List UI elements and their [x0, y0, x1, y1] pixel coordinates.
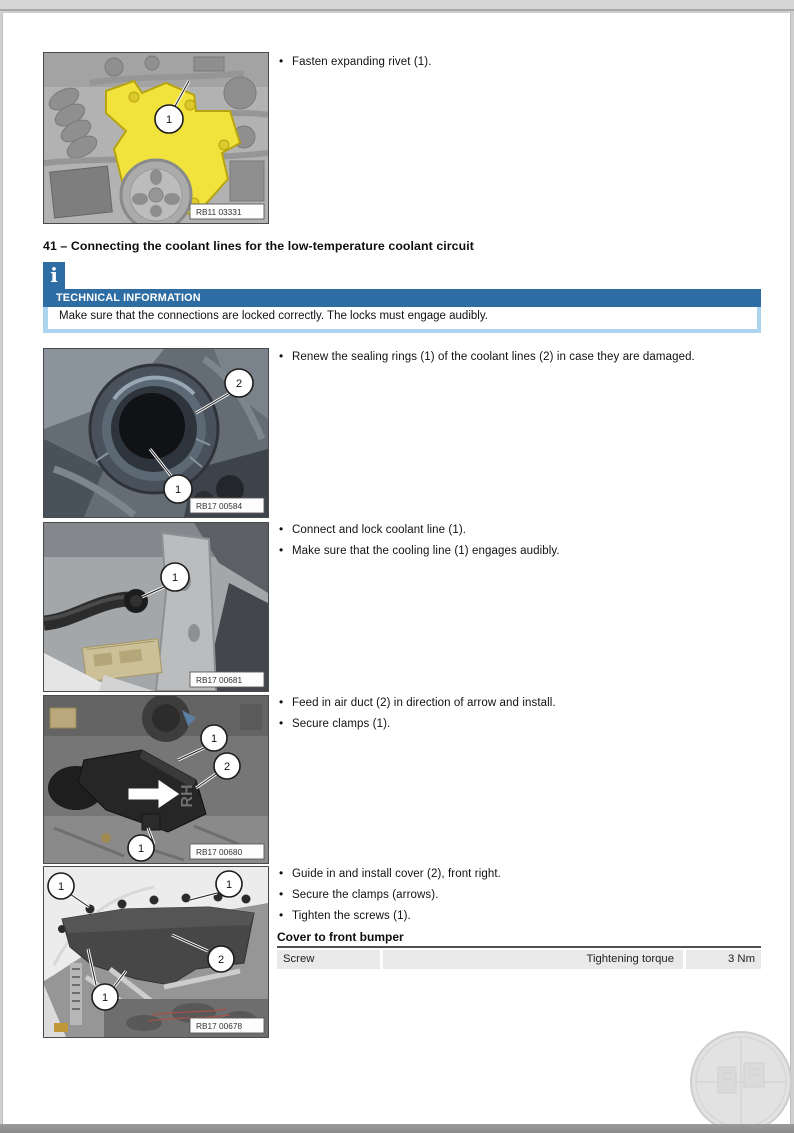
- instruction-bullet: • Guide in and install cover (2), front right.: [277, 868, 763, 881]
- svg-text:1: 1: [57, 881, 65, 893]
- svg-text:RB17 00680: RB17 00680: [196, 847, 243, 857]
- instruction-bullet: • Tighten the screws (1).: [277, 910, 763, 923]
- instruction-bullet: • Fasten expanding rivet (1).: [277, 56, 763, 69]
- svg-text:1: 1: [101, 992, 109, 1004]
- svg-text:RB17 00681: RB17 00681: [196, 675, 243, 685]
- callout-2: [225, 369, 253, 397]
- instruction-bullet: • Make sure that the cooling line (1) engages audibly.: [277, 545, 763, 558]
- callout-1: [155, 105, 183, 133]
- callout-1: [161, 563, 189, 591]
- svg-text:RB11 03331: RB11 03331: [196, 207, 242, 217]
- watermark-logo-icon: [688, 1029, 794, 1133]
- figure-photo: [44, 523, 268, 691]
- svg-text:2: 2: [235, 378, 243, 390]
- callout-2: [214, 753, 240, 779]
- table-row: [277, 950, 761, 969]
- instruction-bullet: • Connect and lock coolant line (1).: [277, 524, 763, 537]
- figure-caption: [190, 1018, 264, 1033]
- svg-text:1: 1: [165, 114, 173, 126]
- figure-air-duct: [43, 695, 269, 864]
- figure-photo: [44, 53, 268, 223]
- figure-caption: [190, 498, 264, 513]
- torque-table: [277, 946, 761, 969]
- instruction-bullet: • Secure clamps (1).: [277, 718, 763, 731]
- viewer-bottom-bar: [0, 1124, 794, 1133]
- torque-table-title: Cover to front bumper: [277, 930, 404, 944]
- document-page: [2, 13, 791, 1125]
- table-cell-value: 3 Nm: [686, 950, 761, 969]
- figure-photo: [44, 867, 268, 1037]
- technical-information-header: TECHNICAL INFORMATION: [43, 289, 761, 307]
- technical-information-text: Make sure that the connections are locked correctly. The locks must engage audibly.: [43, 307, 761, 333]
- svg-text:1: 1: [174, 484, 182, 496]
- figure-caption: [190, 844, 264, 859]
- svg-text:RB17 00584: RB17 00584: [196, 501, 243, 511]
- figure-caption: [190, 672, 264, 687]
- svg-text:2: 2: [217, 954, 225, 966]
- svg-text:1: 1: [171, 572, 179, 584]
- instruction-bullet: • Secure the clamps (arrows).: [277, 889, 763, 902]
- viewer-top-bar: [0, 0, 794, 11]
- figure-front-cover: [43, 866, 269, 1038]
- figure-caption: [190, 204, 264, 219]
- svg-text:1: 1: [210, 733, 218, 745]
- svg-text:RB17 00678: RB17 00678: [196, 1021, 243, 1031]
- figure-photo: [44, 696, 268, 863]
- duct-marking: RH: [179, 784, 196, 808]
- callout-1: [48, 873, 74, 899]
- callout-2: [208, 946, 234, 972]
- figure-photo: [44, 349, 268, 517]
- svg-text:1: 1: [137, 843, 145, 855]
- section-heading: 41 – Connecting the coolant lines for the low-temperature coolant circuit: [43, 239, 474, 253]
- instruction-bullet: • Renew the sealing rings (1) of the coolant lines (2) in case they are damaged.: [277, 351, 763, 364]
- callout-1: [164, 475, 192, 503]
- callout-1: [92, 984, 118, 1010]
- svg-text:2: 2: [223, 761, 231, 773]
- callout-1: [216, 871, 242, 897]
- instruction-bullet: • Feed in air duct (2) in direction of arrow and install.: [277, 697, 763, 710]
- table-cell-part: Screw: [277, 950, 380, 969]
- info-icon: i: [43, 262, 65, 289]
- figure-coolant-line-sealing-rings: [43, 348, 269, 518]
- figure-coolant-hose: [43, 522, 269, 692]
- callout-1: [201, 725, 227, 751]
- figure-engine-yellow-cover: [43, 52, 269, 224]
- svg-text:1: 1: [225, 879, 233, 891]
- table-cell-property: Tightening torque: [383, 950, 683, 969]
- callout-1: [128, 835, 154, 861]
